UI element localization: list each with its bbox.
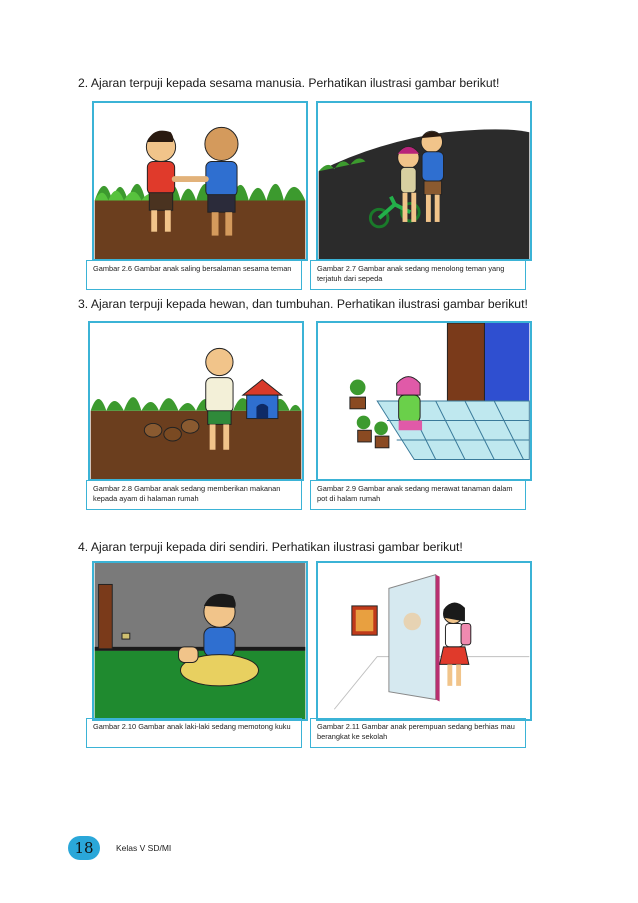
figure-2-7-caption: Gambar 2.7 Gambar anak sedang menolong teman yang terjatuh dari sepeda <box>310 260 526 290</box>
book-title: Kelas V SD/MI <box>116 843 172 853</box>
figure-2-7-illustration <box>316 101 532 261</box>
figure-2-8-illustration <box>88 321 304 481</box>
section-3-heading: 3. Ajaran terpuji kepada hewan, dan tumbuhan. Perhatikan ilustrasi gambar berikut! <box>78 297 528 311</box>
figure-2-9-caption: Gambar 2.9 Gambar anak sedang merawat tanaman dalam pot di halam rumah <box>310 480 526 510</box>
figure-2-9-illustration <box>316 321 532 481</box>
helping-friend-illustration <box>318 103 530 259</box>
page-number-badge: 18 <box>68 836 100 860</box>
cutting-nails-illustration <box>94 563 306 719</box>
getting-ready-illustration <box>318 563 530 719</box>
figure-2-8-caption: Gambar 2.8 Gambar anak sedang memberikan makanan kepada ayam di halaman rumah <box>86 480 302 510</box>
watering-plants-illustration <box>318 323 530 479</box>
figure-2-6-caption: Gambar 2.6 Gambar anak saling bersalaman sesama teman <box>86 260 302 290</box>
figure-2-11-caption: Gambar 2.11 Gambar anak perempuan sedang berhias mau berangkat ke sekolah <box>310 718 526 748</box>
feeding-chickens-illustration <box>90 323 302 479</box>
figure-2-10-caption: Gambar 2.10 Gambar anak laki-laki sedang memotong kuku <box>86 718 302 748</box>
handshake-illustration <box>94 103 306 259</box>
figure-2-10-illustration <box>92 561 308 721</box>
figure-2-11-illustration <box>316 561 532 721</box>
section-2-heading: 2. Ajaran terpuji kepada sesama manusia. Perhatikan ilustrasi gambar berikut! <box>78 76 500 90</box>
section-4-heading: 4. Ajaran terpuji kepada diri sendiri. Perhatikan ilustrasi gambar berikut! <box>78 540 463 554</box>
figure-2-6-illustration <box>92 101 308 261</box>
